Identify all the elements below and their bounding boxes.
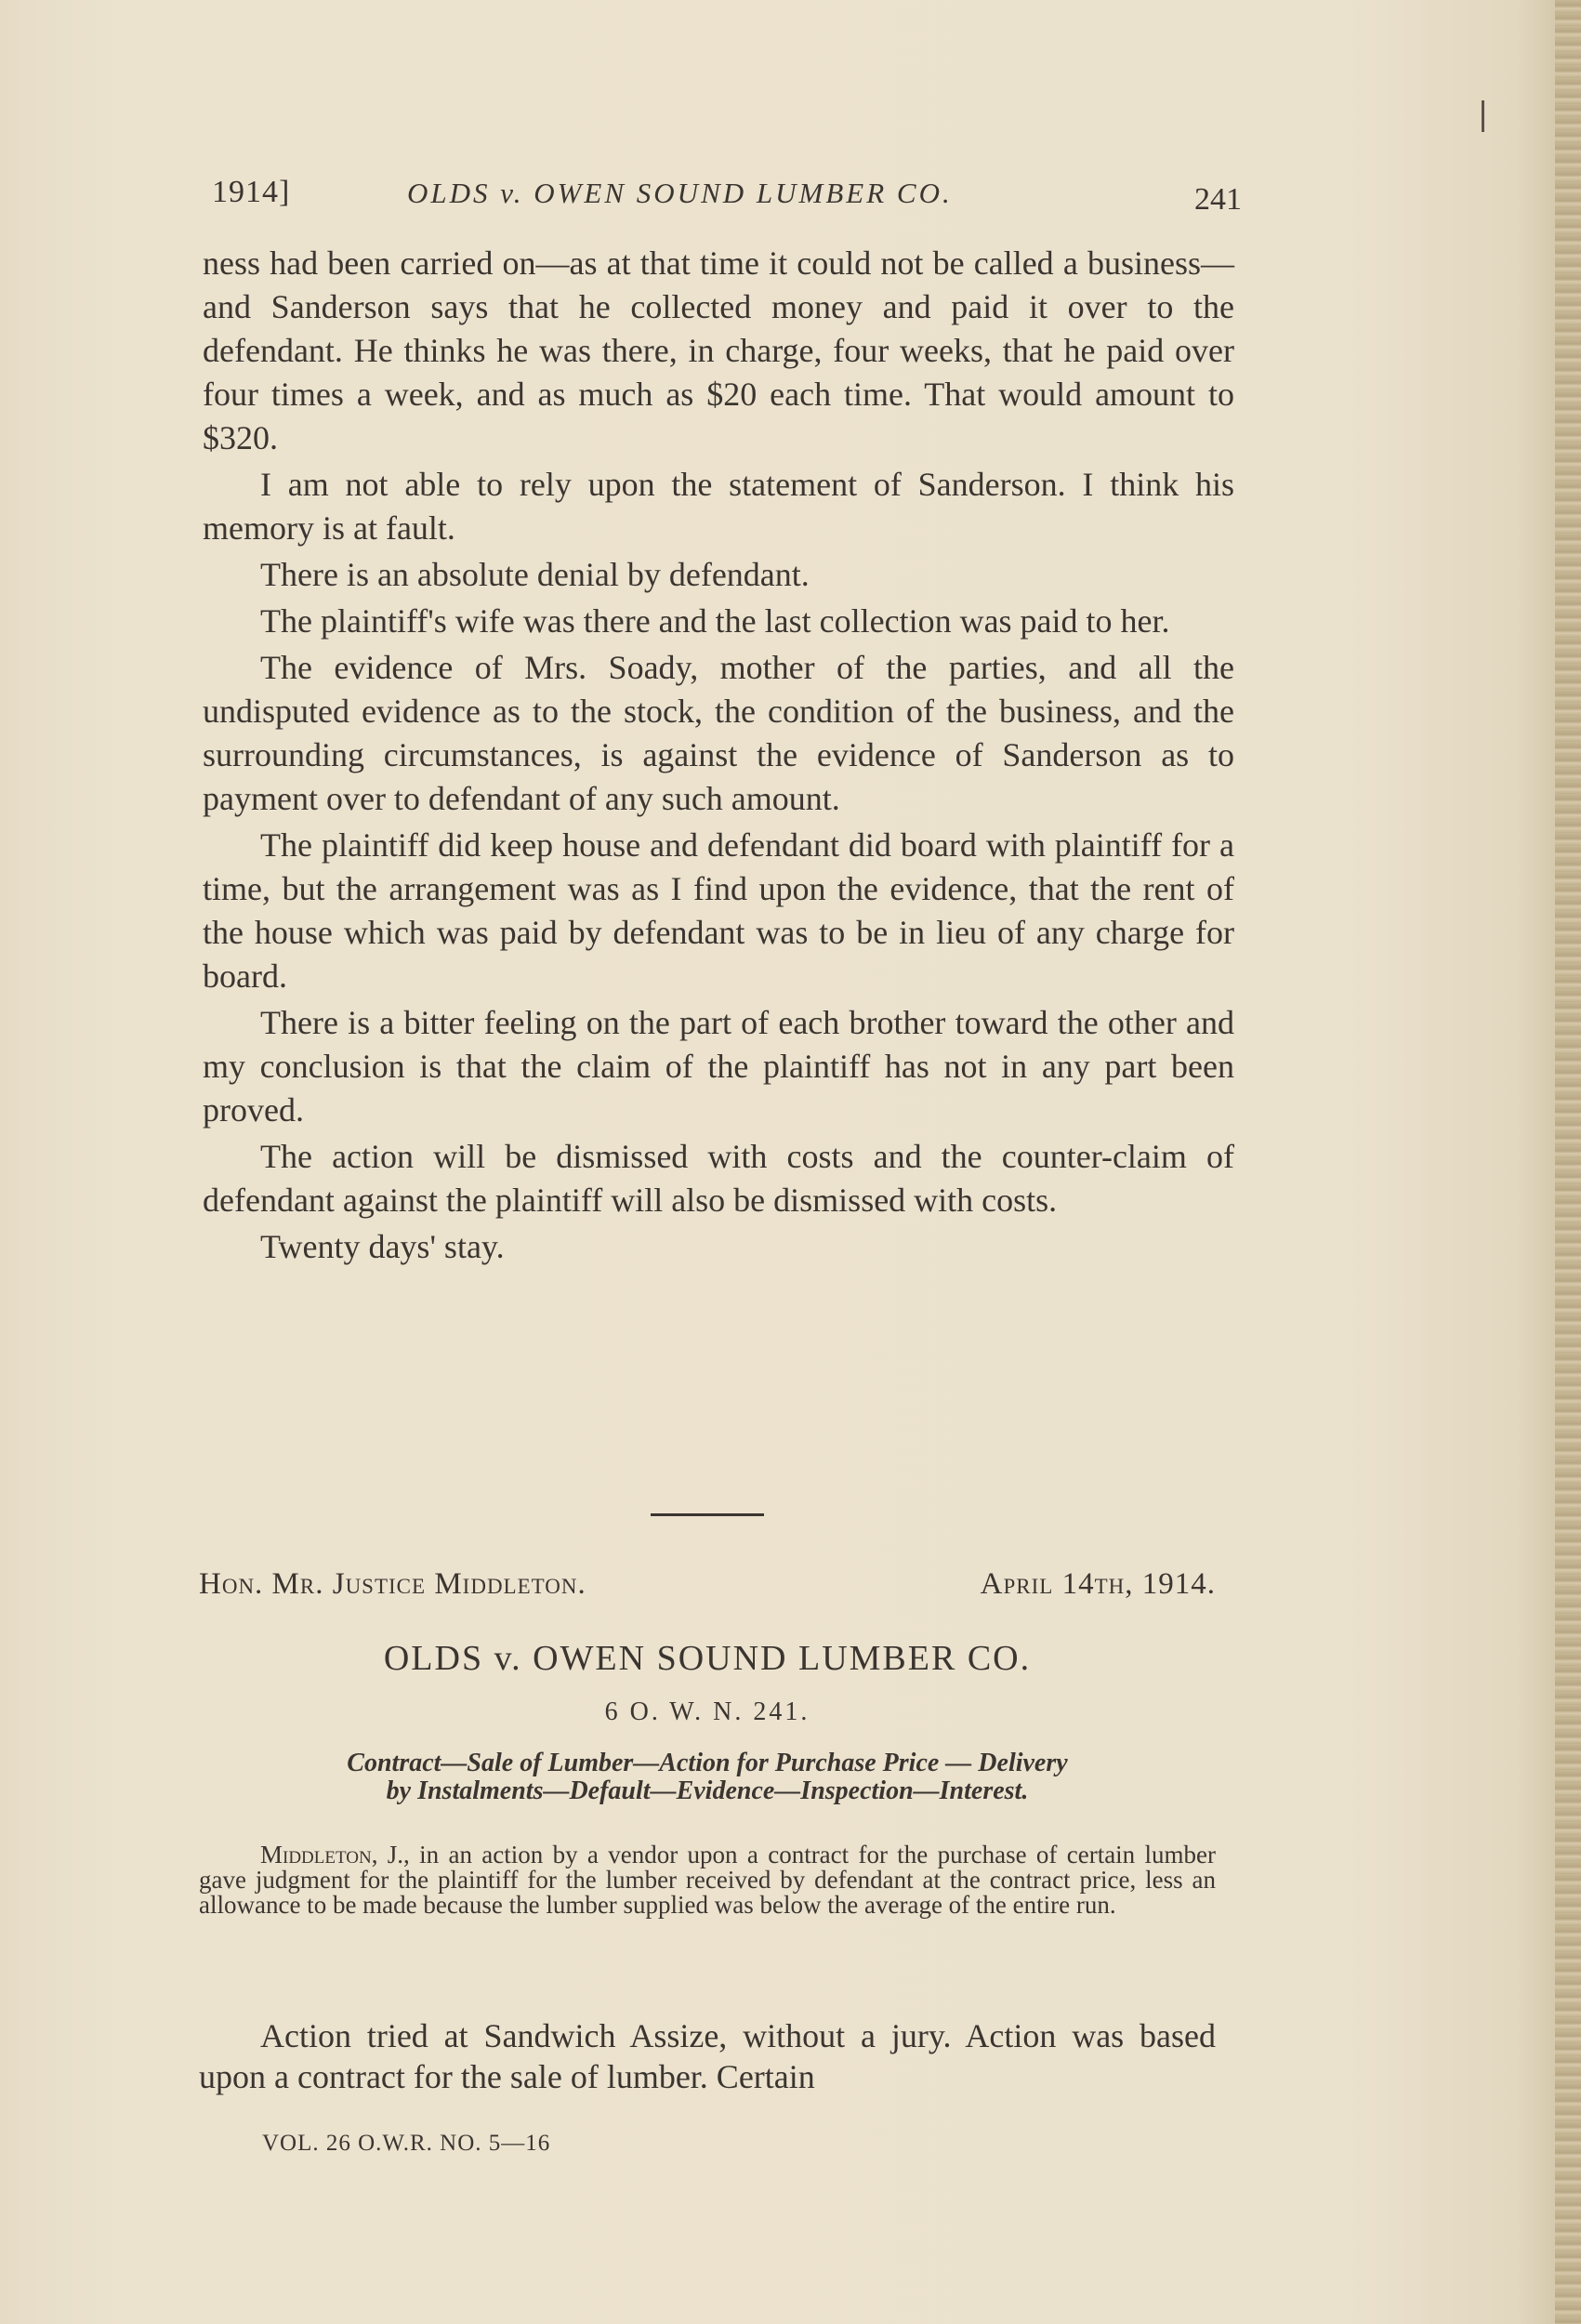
paragraph: The action will be dismissed with costs and the counter-claim of defendant against the plaintiff will also be dismissed with costs. (203, 1138, 1234, 1219)
summary-judge: Middleton, J. (260, 1841, 404, 1868)
opening-paragraph: Action tried at Sandwich Assize, without a jury. Action was based upon a contract for the sale of lumber. Certain (199, 2017, 1216, 2095)
section-divider (651, 1513, 764, 1516)
header-title: OLDS v. OWEN SOUND LUMBER CO. (407, 177, 953, 209)
judgment-body (203, 242, 1234, 1272)
headnote-line: Contract—Sale of Lumber—Action for Purchase Price — Delivery (347, 1749, 1068, 1777)
paragraph: ness had been carried on—as at that time it could not be called a business—and Sanderson says that he collected money and paid it over to the defendant. He thinks he was there, in charge, four weeks, that he paid over four times a week, and as much as $20 each time. That would amount to $320. (203, 244, 1234, 456)
case-summary (199, 1842, 1216, 1918)
headnote (199, 1750, 1216, 1805)
summary-text: , in an action by a vendor upon a contract for the purchase of certain lumber gave judgment for the plaintiff for the lumber received by defendant at the contract price, less an allowance to be made because the lumber supplied was below the average of the entire run. (199, 1841, 1216, 1919)
paragraph: There is a bitter feeling on the part of each brother toward the other and my conclusion is that the claim of the plaintiff has not in any part been proved. (203, 1004, 1234, 1129)
judgment-date: April 14th, 1914. (980, 1567, 1216, 1601)
paragraph: Twenty days' stay. (260, 1228, 505, 1265)
volume-footer: VOL. 26 O.W.R. NO. 5—16 (262, 2131, 551, 2156)
header-year: 1914] (212, 175, 291, 209)
paragraph: The plaintiff's wife was there and the last collection was paid to her. (260, 602, 1170, 640)
case-citation: 6 O. W. N. 241. (604, 1697, 810, 1726)
page-number: 241 (1194, 182, 1242, 217)
headnote-line: by Instalments—Default—Evidence—Inspection—Interest. (386, 1776, 1029, 1805)
margin-mark (1482, 100, 1484, 132)
paragraph: The plaintiff did keep house and defendant did board with plaintiff for a time, but the arrangement was as I find upon the evidence, that the rent of the house which was paid by defendant was to be in lieu of any charge for board. (203, 826, 1234, 995)
case-title: OLDS v. OWEN SOUND LUMBER CO. (383, 1639, 1032, 1678)
paragraph: There is an absolute denial by defendant. (260, 556, 810, 593)
paragraph: I am not able to rely upon the statement of Sanderson. I think his memory is at fault. (203, 466, 1234, 547)
case-info-line (199, 1567, 1216, 1614)
judge-name: Hon. Mr. Justice Middleton. (199, 1567, 586, 1601)
running-header (212, 175, 1242, 221)
page-edge (1555, 0, 1581, 2324)
paragraph: The evidence of Mrs. Soady, mother of the parties, and all the undisputed evidence as to the stock, the condition of the business, and the surrounding circumstances, is against the evidence of Sanderson as to payment over to defendant of any such amount. (203, 649, 1234, 817)
